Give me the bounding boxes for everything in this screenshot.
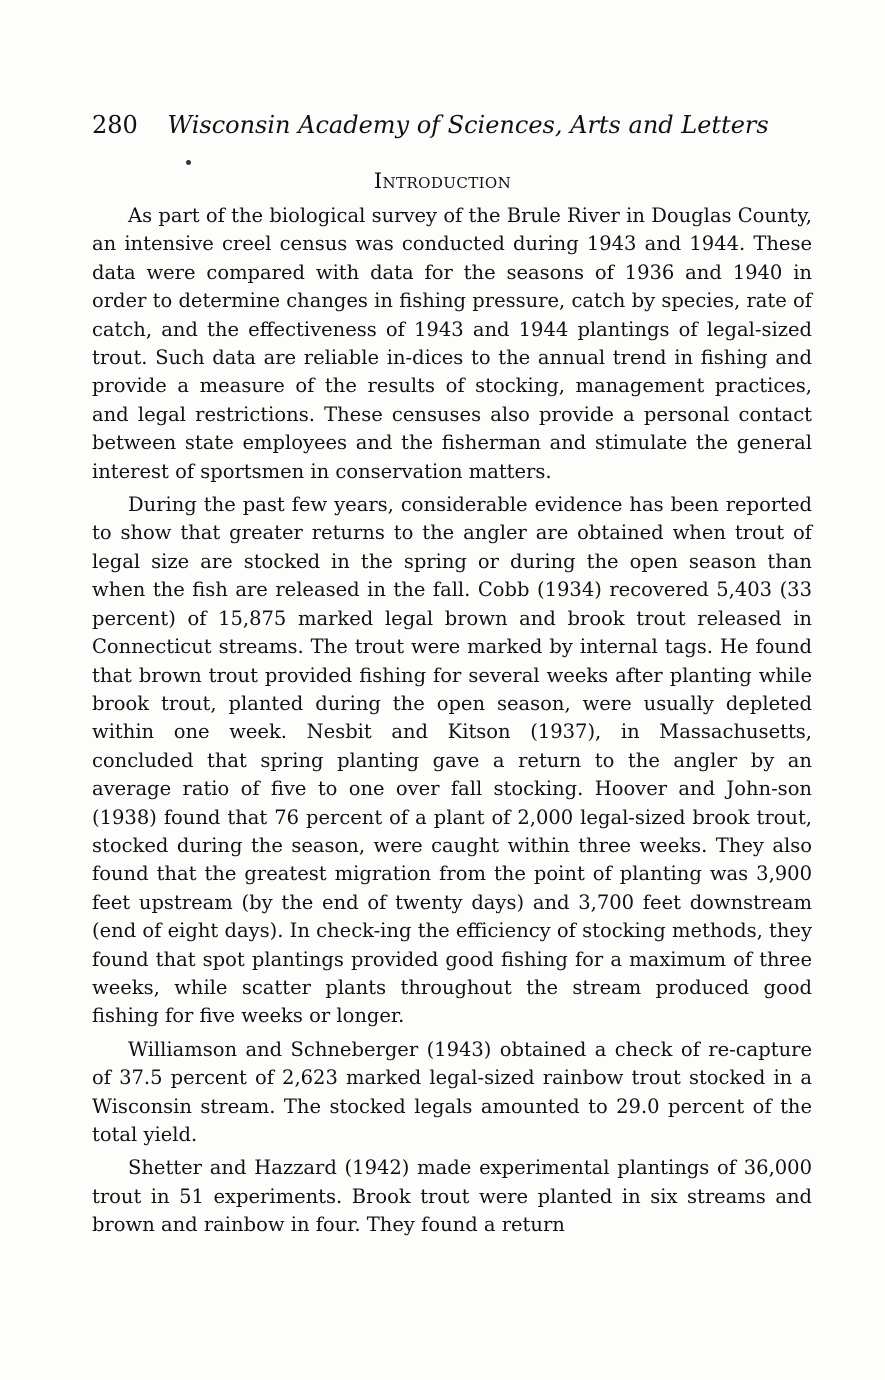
paragraph: During the past few years, considerable evidence has been reported to show that greater returns to the angler are obtained when trout of legal size are stocked in the spring or during the open season than when the fish are released in the fall. Cobb (1934) recovered 5,403 (33 percent) of 15,875 marked legal brown and brook trout released in Connecticut streams. The trout were marked by internal tags. He found that brown trout provided fishing for several weeks after planting while brook trout, planted during the open season, were usually depleted within one week. Nesbit and Kitson (1937), in Massachusetts, concluded that spring planting gave a return to the angler by an average ratio of five to one over fall stocking. Hoover and John-son (1938) found that 76 percent of a plant of 2,000 legal-sized brook trout, stocked during the season, were caught within three weeks. They also found that the greatest migration from the point of planting was 3,900 feet upstream (by the end of twenty days) and 3,700 feet downstream (end of eight days). In check-ing the efficiency of stocking methods, they found that spot plantings provided good fishing for a maximum of three weeks, while scatter plants throughout the stream produced good fishing for five weeks or longer.: [92, 493, 812, 1028]
running-header: [92, 108, 812, 142]
body-text: [92, 202, 812, 1245]
journal-title: Wisconsin Academy of Sciences, Arts and Letters: [167, 111, 769, 139]
paragraph: Williamson and Schneberger (1943) obtained a check of re-capture of 37.5 percent of 2,623 marked legal-sized rainbow trout stocked in a Wisconsin stream. The stocked legals amounted to 29.0 percent of the total yield.: [92, 1037, 812, 1146]
print-speck: [186, 160, 191, 165]
page-number: 280: [92, 111, 138, 139]
paragraph: As part of the biological survey of the Brule River in Douglas County, an intensive creel census was conducted during 1943 and 1944. These data were compared with data for the seasons of 1936 and 1940 in order to determine changes in fishing pressure, catch by species, rate of catch, and the effectiveness of 1943 and 1944 plantings of legal-sized trout. Such data are reliable in-dices to the annual trend in fishing and provide a measure of the results of stocking, management practices, and legal restrictions. These censuses also provide a personal contact between state employees and the fisherman and stimulate the general interest of sportsmen in conservation matters.: [92, 204, 812, 483]
section-heading: Introduction: [373, 169, 512, 193]
paragraph: Shetter and Hazzard (1942) made experimental plantings of 36,000 trout in 51 experiments. Brook trout were planted in six streams and brown and rainbow in four. They found a return: [92, 1156, 812, 1237]
